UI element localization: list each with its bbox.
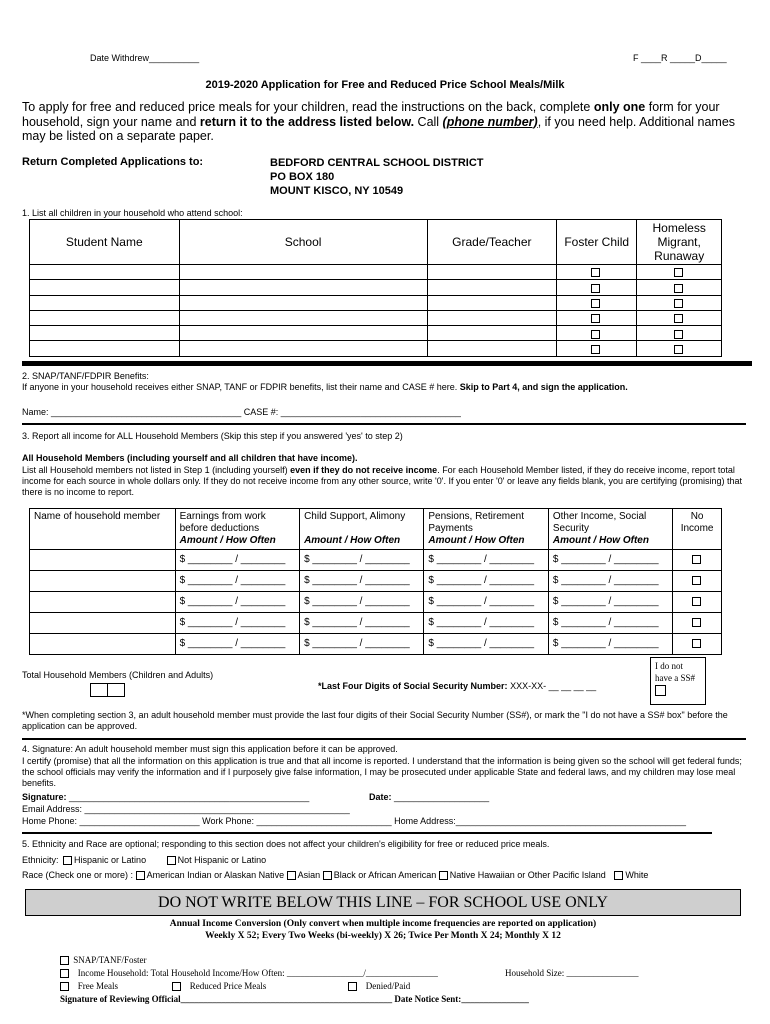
step3-text: List all Household members not listed in Step 1 (including yourself) even if they do not receive income. For each Household Member listed, if they do receive income, report total income for each source in whole dollars only. If they do not receive income from any other source, write '0'. If you enter '0' or leave any fields blank, you are certifying (promising) that there is no income to report. (22, 465, 743, 497)
table-row (30, 326, 722, 341)
frd-codes: F ____R _____D_____ (633, 53, 727, 63)
not-hispanic-checkbox[interactable] (167, 856, 176, 865)
homeless-checkbox[interactable] (674, 284, 683, 293)
member-name-cell[interactable] (30, 550, 176, 571)
student-name-cell[interactable] (30, 265, 180, 280)
step4-label: 4. Signature: An adult household member must sign this application before it can be approved. (22, 744, 398, 754)
reviewer-signature[interactable]: Signature of Reviewing Official_______________________________________________ Date Notice Sent:_______________ (60, 994, 529, 1004)
race-amerindian-checkbox[interactable] (136, 871, 145, 880)
foster-checkbox[interactable] (591, 314, 600, 323)
child-support-cell[interactable]: $ ________ / ________ (300, 613, 424, 634)
table-row (30, 265, 722, 280)
school-cell[interactable] (179, 310, 427, 325)
date-field[interactable]: Date: ___________________ (369, 792, 490, 802)
school-cell[interactable] (179, 341, 427, 356)
col-household-member: Name of household member (30, 509, 176, 550)
homeless-checkbox[interactable] (674, 314, 683, 323)
table-row (30, 280, 722, 295)
earnings-cell[interactable]: $ ________ / ________ (175, 592, 299, 613)
earnings-cell[interactable]: $ ________ / ________ (175, 634, 299, 655)
denied-checkbox[interactable] (348, 982, 357, 991)
table-row (30, 295, 722, 310)
ssn-field[interactable]: *Last Four Digits of Social Security Number: XXX-XX- __ __ __ __ (318, 681, 597, 691)
student-name-cell[interactable] (30, 280, 180, 295)
office-use-banner: DO NOT WRITE BELOW THIS LINE – FOR SCHOOL USE ONLY (25, 889, 741, 916)
income-row: Income Household: Total Household Income/How Often: _________________/________________ (60, 968, 438, 979)
race-asian-checkbox[interactable] (287, 871, 296, 880)
grade-cell[interactable] (427, 341, 556, 356)
other-income-cell[interactable]: $ ________ / ________ (548, 592, 672, 613)
col-school: School (179, 220, 427, 265)
pensions-cell[interactable]: $ ________ / ________ (424, 571, 548, 592)
school-cell[interactable] (179, 295, 427, 310)
step4-certify: I certify (promise) that all the information on this application is true and that all income is reported. I understand that the information is being given so the school will get federal funds; the school officials may verify the information and if I purposely give false information, I may be prosecuted under applicable State and federal laws, and my children may lose meal benefits. (22, 756, 742, 788)
student-name-cell[interactable] (30, 310, 180, 325)
total-members-input[interactable] (90, 683, 125, 702)
pensions-cell[interactable]: $ ________ / ________ (424, 592, 548, 613)
snap-checkbox[interactable] (60, 956, 69, 965)
children-table (29, 219, 722, 357)
col-grade-teacher: Grade/Teacher (427, 220, 556, 265)
col-earnings: Earnings from work before deductions Amount / How Often (175, 509, 299, 550)
grade-cell[interactable] (427, 265, 556, 280)
hispanic-checkbox[interactable] (63, 856, 72, 865)
denied-row: Denied/Paid (348, 981, 410, 992)
snap-row: SNAP/TANF/Foster (60, 955, 147, 966)
foster-checkbox[interactable] (591, 299, 600, 308)
foster-checkbox[interactable] (591, 330, 600, 339)
race-white-checkbox[interactable] (614, 871, 623, 880)
income-conversion: Annual Income Conversion (Only convert when multiple income frequencies are reported on application) Weekly X 52; Every Two Weeks (bi-weekly) X 26; Twice Per Month X 24; Monthly X 12 (169, 919, 597, 941)
return-label: Return Completed Applications to: (22, 156, 204, 168)
child-support-cell[interactable]: $ ________ / ________ (300, 592, 424, 613)
ethnicity-row: Ethnicity: Hispanic or Latino Not Hispanic or Latino (22, 855, 267, 865)
divider (22, 361, 752, 366)
phone-address-field[interactable]: Home Phone: ________________________ Work Phone: ___________________________ Home Address:______________________________________________ (22, 816, 686, 826)
table-row (30, 634, 722, 655)
member-name-cell[interactable] (30, 571, 176, 592)
step2-label: 2. SNAP/TANF/FDPIR Benefits: (22, 371, 149, 381)
homeless-checkbox[interactable] (674, 330, 683, 339)
foster-checkbox[interactable] (591, 284, 600, 293)
household-size: Household Size: ________________ (505, 968, 639, 978)
grade-cell[interactable] (427, 326, 556, 341)
date-withdrew: Date Withdrew__________ (90, 53, 200, 63)
divider (22, 832, 712, 834)
homeless-checkbox[interactable] (674, 299, 683, 308)
col-foster-child: Foster Child (557, 220, 637, 265)
step1-label: 1. List all children in your household who attend school: (22, 208, 243, 218)
table-row (30, 550, 722, 571)
step5-label: 5. Ethnicity and Race are optional; responding to this section does not affect your children's eligibility for free or reduced price meals. (22, 839, 550, 849)
foster-checkbox[interactable] (591, 345, 600, 354)
income-checkbox[interactable] (60, 969, 69, 978)
earnings-cell[interactable]: $ ________ / ________ (175, 550, 299, 571)
col-no-income: No Income (673, 509, 722, 550)
member-name-cell[interactable] (30, 634, 176, 655)
grade-cell[interactable] (427, 280, 556, 295)
free-row: Free Meals (60, 981, 118, 992)
earnings-cell[interactable]: $ ________ / ________ (175, 571, 299, 592)
no-ssn-checkbox[interactable] (655, 685, 666, 696)
divider (22, 738, 746, 740)
step3-bold: All Household Members (including yourself and all children that have income). (22, 453, 358, 463)
col-homeless: Homeless Migrant, Runaway (637, 220, 722, 265)
no-income-checkbox[interactable] (692, 618, 701, 627)
member-name-cell[interactable] (30, 592, 176, 613)
pensions-cell[interactable]: $ ________ / ________ (424, 634, 548, 655)
divider (22, 423, 746, 425)
no-income-checkbox[interactable] (692, 555, 701, 564)
page-title: 2019-2020 Application for Free and Reduced Price School Meals/Milk (205, 79, 565, 91)
col-pensions: Pensions, Retirement Payments Amount / How Often (424, 509, 548, 550)
total-members-label: Total Household Members (Children and Adults) (22, 670, 214, 680)
race-black-checkbox[interactable] (323, 871, 332, 880)
col-other-income: Other Income, Social Security Amount / How Often (548, 509, 672, 550)
other-income-cell[interactable]: $ ________ / ________ (548, 571, 672, 592)
homeless-checkbox[interactable] (674, 345, 683, 354)
pensions-cell[interactable]: $ ________ / ________ (424, 613, 548, 634)
child-support-cell[interactable]: $ ________ / ________ (300, 571, 424, 592)
student-name-cell[interactable] (30, 295, 180, 310)
other-income-cell[interactable]: $ ________ / ________ (548, 634, 672, 655)
col-student-name: Student Name (30, 220, 180, 265)
other-income-cell[interactable]: $ ________ / ________ (548, 550, 672, 571)
race-hawaiian-checkbox[interactable] (439, 871, 448, 880)
no-income-checkbox[interactable] (692, 576, 701, 585)
member-name-cell[interactable] (30, 613, 176, 634)
step2-text: If anyone in your household receives either SNAP, TANF or FDPIR benefits, list their name and CASE # here. Skip to Part 4, and sign the application. (22, 382, 628, 392)
grade-cell[interactable] (427, 310, 556, 325)
school-cell[interactable] (179, 326, 427, 341)
snap-name-case-field[interactable]: Name: ______________________________________ CASE #: ____________________________________ (22, 407, 461, 417)
no-ssn-box: I do not have a SS# (650, 657, 706, 705)
free-checkbox[interactable] (60, 982, 69, 991)
table-row (30, 310, 722, 325)
school-cell[interactable] (179, 280, 427, 295)
pensions-cell[interactable]: $ ________ / ________ (424, 550, 548, 571)
no-income-checkbox[interactable] (692, 597, 701, 606)
table-row (30, 592, 722, 613)
email-field[interactable]: Email Address: _____________________________________________________ (22, 804, 350, 814)
other-income-cell[interactable]: $ ________ / ________ (548, 613, 672, 634)
col-child-support: Child Support, Alimony Amount / How Often (300, 509, 424, 550)
child-support-cell[interactable]: $ ________ / ________ (300, 550, 424, 571)
table-row (30, 613, 722, 634)
step3-label: 3. Report all income for ALL Household Members (Skip this step if you answered 'yes' to step 2) (22, 431, 403, 441)
no-income-checkbox[interactable] (692, 639, 701, 648)
table-row (30, 571, 722, 592)
student-name-cell[interactable] (30, 341, 180, 356)
grade-cell[interactable] (427, 295, 556, 310)
student-name-cell[interactable] (30, 326, 180, 341)
child-support-cell[interactable]: $ ________ / ________ (300, 634, 424, 655)
race-row: Race (Check one or more) : American Indian or Alaskan Native Asian Black or African American Native Hawaiian or Other Pacific Island White (22, 870, 649, 880)
foster-checkbox[interactable] (591, 268, 600, 277)
homeless-checkbox[interactable] (674, 268, 683, 277)
earnings-cell[interactable]: $ ________ / ________ (175, 613, 299, 634)
intro-paragraph: To apply for free and reduced price meals for your children, read the instructions on the back, complete only one form for your household, sign your name and return it to the address listed below. Call (phone number), if you need help. Additional names may be listed on a separate paper. (22, 100, 736, 143)
table-row (30, 341, 722, 356)
reduced-checkbox[interactable] (172, 982, 181, 991)
signature-field[interactable]: Signature: ________________________________________________ (22, 792, 310, 802)
ssn-note: *When completing section 3, an adult household member must provide the last four digits of their Social Security Number (SS#), or mark the "I do not have a SS# box" before the application can be approved. (22, 710, 728, 731)
reduced-row: Reduced Price Meals (172, 981, 266, 992)
income-table (29, 508, 722, 655)
school-cell[interactable] (179, 265, 427, 280)
return-address: BEDFORD CENTRAL SCHOOL DISTRICT PO BOX 180 MOUNT KISCO, NY 10549 (270, 157, 484, 197)
